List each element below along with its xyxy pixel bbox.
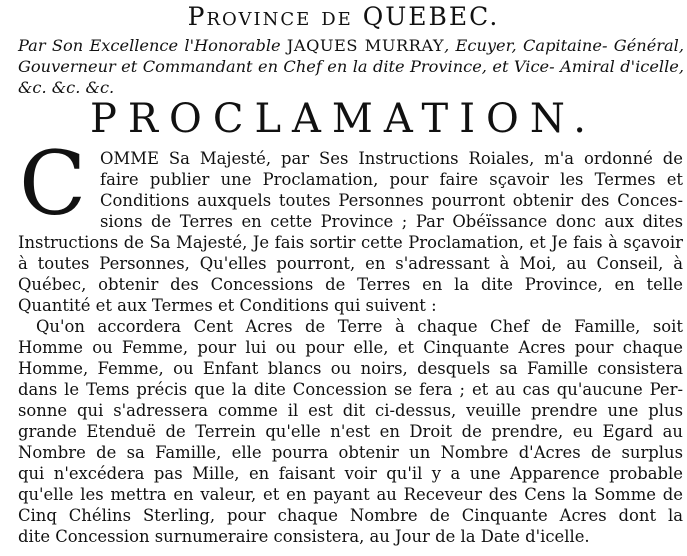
by-line bbox=[18, 35, 684, 98]
body-line: Québec, obtenir des Concessions de Terres en la dite Province, en telle bbox=[18, 275, 683, 294]
by-line-prefix: Par Son Excellence l'Honorable bbox=[18, 36, 281, 55]
body-line: qu'elle les mettra en valeur, et en payant au Receveur des Cens la Somme de bbox=[18, 485, 683, 504]
by-line-rest-1: , Ecuyer, Capitaine- bbox=[444, 36, 608, 55]
body-line: Instructions de Sa Majesté, Je fais sortir cette Proclamation, et Je fais à sçavoir bbox=[18, 233, 683, 252]
body-line: sonne qui s'adressera comme il est dit ci-dessus, veuille prendre une plus bbox=[18, 401, 683, 420]
body-line: Quantité et aux Termes et Conditions qui suivent : bbox=[18, 296, 437, 315]
body-line: OMME Sa Majesté, par Ses Instructions Roiales, m'a ordonné de bbox=[100, 149, 683, 168]
body-line: dans le Tems précis que la dite Concession se fera ; et au cas qu'aucune Per- bbox=[18, 380, 683, 399]
body-line: à toutes Personnes, Qu'elles pourront, en s'adressant à Moi, au Conseil, à bbox=[18, 254, 683, 273]
by-line-name: JAQUES MURRAY bbox=[286, 36, 445, 55]
province-heading: Province de QUEBEC. bbox=[187, 2, 500, 31]
body-line: Homme ou Femme, pour lui ou pour elle, et Cinquante Acres pour chaque bbox=[18, 338, 683, 357]
proclamation-title: PROCLAMATION. bbox=[90, 96, 597, 142]
body-line: Qu'on accordera Cent Acres de Terre à chaque Chef de Famille, soit bbox=[36, 317, 683, 336]
body-line: sions de Terres en cette Province ; Par Obéïssance donc aux dites bbox=[100, 212, 683, 231]
drop-cap: C bbox=[19, 132, 87, 235]
body-line: Nombre de sa Famille, elle pourra obtenir un Nombre d'Acres de surplus bbox=[18, 443, 683, 462]
body-line: grande Etenduë de Terrein qu'elle n'est en Droit de prendre, eu Egard au bbox=[18, 422, 683, 441]
by-line-3: Amiral d'icelle, &c. &c. &c. bbox=[18, 57, 684, 97]
body-line: faire publier une Proclamation, pour faire sçavoir les Termes et bbox=[100, 170, 683, 189]
by-line-2: Général, Gouverneur et Commandant en Chef en la dite Province, et Vice- bbox=[18, 36, 684, 76]
body-line: Cinq Chélins Sterling, pour chaque Nombre de Cinquante Acres dont la bbox=[18, 506, 683, 525]
body-line: qui n'excédera pas Mille, en faisant voir qu'il y a une Apparence probable bbox=[18, 464, 683, 483]
body-line: Homme, Femme, ou Enfant blancs ou noirs, desquels sa Famille consistera bbox=[18, 359, 683, 378]
body-line: Conditions auxquels toutes Personnes pourront obtenir des Conces- bbox=[100, 191, 683, 210]
body-line: dite Concession surnumeraire consistera, au Jour de la Date d'icelle. bbox=[18, 527, 590, 546]
